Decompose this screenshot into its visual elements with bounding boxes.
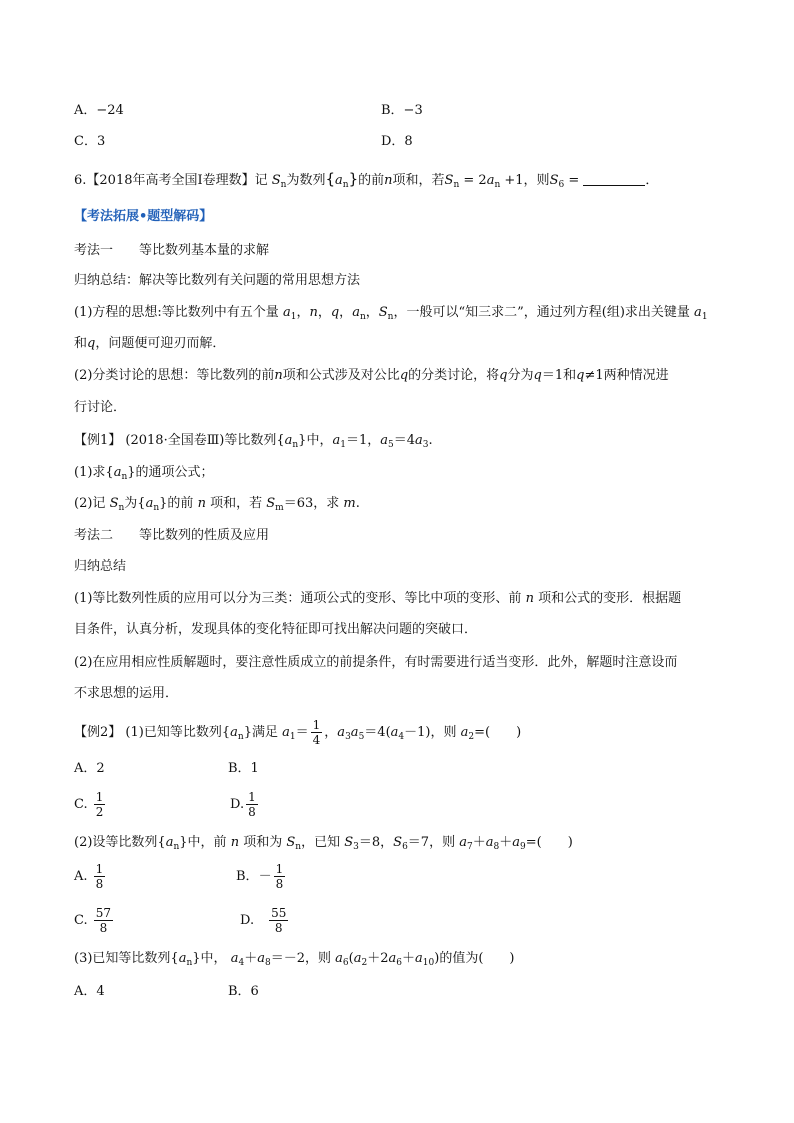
kf2-p2-line1: (2)在应用相应性质解题时，要注意性质成立的前提条件，有时需要进行适当变形．此外，解题时注意设而 (74, 655, 678, 670)
ex2-q1-option-c: C. $\frac{1}{2}$ (74, 790, 104, 819)
ex2-q2-option-b: B．－ $\frac{1}{8}$ (236, 862, 284, 891)
q5-option-a: A．−24 (74, 103, 124, 118)
ex2-q1-option-d: D. $\frac{1}{8}$ (230, 790, 256, 819)
ex2-q3-option-a: A．4 (74, 984, 105, 999)
q6-prefix: 6.【2018年高考全国Ⅰ卷理数】记 (74, 173, 268, 188)
kf2-p1-line2: 目条件，认真分析，发现具体的变化特征即可找出解决问题的突破口． (74, 622, 478, 637)
kf1-p1-line2: 和q，问题便可迎刃而解． (74, 336, 226, 351)
answer-blank (583, 173, 645, 186)
example-2-q2: (2)设等比数列$\{a_n\}$中，前 n 项和为 $S_n$，已知 $S_3=8$，$S_6=7$，则 $a_7+a_8+a_9=$( ) (74, 835, 573, 852)
example-1-q1: (1)求$\{a_n\}$的通项公式； (74, 465, 214, 482)
ex2-q1-option-a: A．2 (74, 761, 105, 776)
kf2-p2-line2: 不求思想的运用． (74, 686, 179, 701)
fraction-1-4: $\frac{1}{4}$ (312, 718, 321, 747)
ex2-q1-option-b: B．1 (228, 761, 259, 776)
kf1-p2-line2: 行讨论． (74, 400, 127, 415)
kf1-p1-line1: (1)方程的思想:等比数列中有五个量 $a_1$，n，q，$a_n$，$S_n$，一般可以“知三求二”，通过列方程(组)求出关键量 $a_1$ (74, 305, 708, 322)
kf1-p2-line1: (2)分类讨论的思想：等比数列的前n项和公式涉及对公比q的分类讨论，将q分为q＝1和q≠1两种情况进 (74, 368, 669, 383)
q5-option-b: B．−3 (381, 103, 423, 118)
example-2-q1: 【例2】 (1)已知等比数列$\{a_n\}$满足 $a_1=$ $\frac{1}{4}$ ，$a_3a_5=4(a_4-1)$，则 $a_2=$( ) (74, 718, 522, 747)
kf1-summary: 归纳总结：解决等比数列有关问题的常用思想方法 (74, 273, 361, 288)
ex2-q2-option-d: D. $\frac{55}{8}$ (240, 906, 287, 935)
example-2-q3: (3)已知等比数列$\{a_n\}$中， $a_4+a_8=-2$，则 $a_6(a_2+2a_6+a_{10})$的值为( ) (74, 951, 515, 968)
q6-line: 6.【2018年高考全国Ⅰ卷理数】记 $S_n$为数列$\{a_n\}$的前n项和，若$S_n = 2a_n +1$，则$S_6$ = ． (74, 170, 659, 190)
kf2-summary: 归纳总结 (74, 559, 127, 574)
example-1-q2: (2)记 $S_n$为$\{a_n\}$的前 n 项和，若 $S_m=63$，求 m. (74, 496, 360, 513)
kf2-p1-line1: (1)等比数列性质的应用可以分为三类：通项公式的变形、等比中项的变形、前 n 项和公式的变形．根据题 (74, 591, 682, 606)
ex2-q2-option-a: A. $\frac{1}{8}$ (74, 862, 104, 891)
kf2-title: 考法二 等比数列的性质及应用 (74, 528, 270, 543)
section-title: 【考法拓展•题型解码】 (74, 209, 213, 224)
kf1-title: 考法一 等比数列基本量的求解 (74, 243, 270, 258)
example-1: 【例1】 (2018·全国卷Ⅲ)等比数列$\{a_n\}$中，$a_1=1$，$a_5=4a_3$. (74, 433, 433, 450)
q5-option-c: C．3 (74, 134, 106, 149)
ex2-q2-option-c: C. $\frac{57}{8}$ (74, 906, 112, 935)
q5-option-d: D．8 (381, 134, 413, 149)
ex2-q3-option-b: B．6 (228, 984, 259, 999)
